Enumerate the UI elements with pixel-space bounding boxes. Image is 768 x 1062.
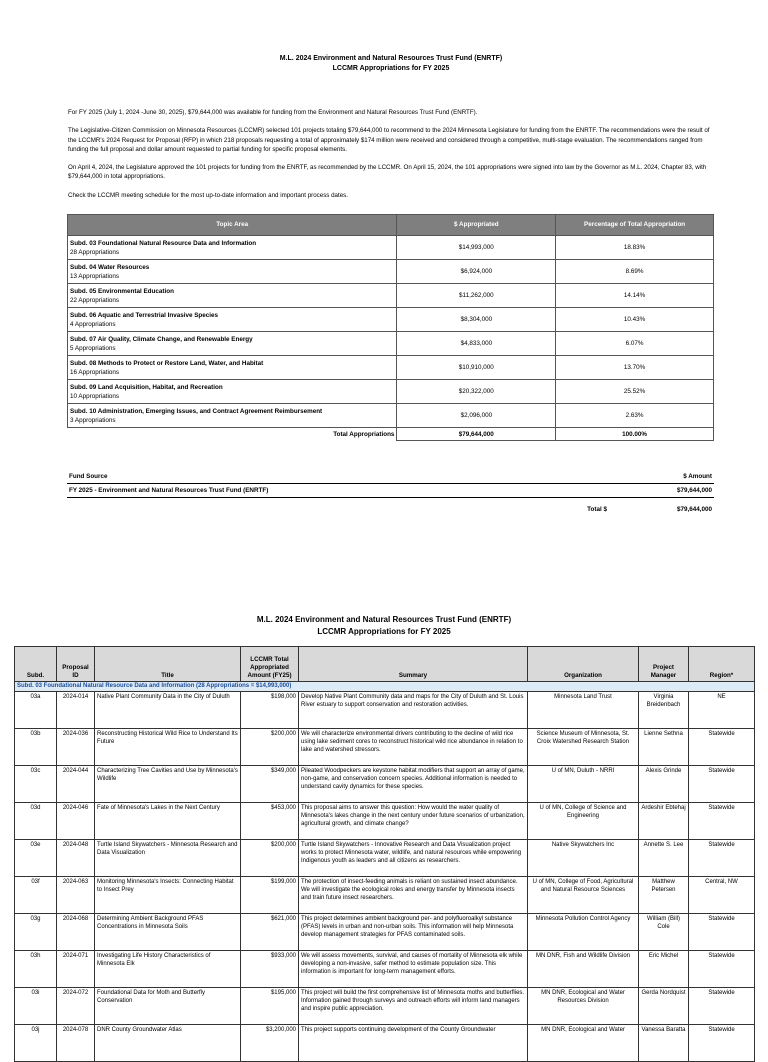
region-cell: Statewide	[689, 988, 755, 1025]
amount-cell: $200,000	[241, 729, 299, 766]
topic-row	[68, 284, 714, 308]
amount-header: LCCMR Total Appropriated Amount (FY25)	[241, 647, 299, 682]
table-row	[15, 729, 755, 766]
summary-header: Summary	[299, 647, 528, 682]
topic-cell	[68, 332, 397, 356]
topic-name: Subd. 10 Administration, Emerging Issues, and Contract Agreement Reimbursement	[70, 407, 323, 415]
topic-count: 13 Appropriations	[70, 272, 120, 280]
topic-count: 10 Appropriations	[70, 392, 120, 400]
amount-cell: $933,000	[241, 951, 299, 988]
intro-paragraph-1: For FY 2025 (July 1, 2024 -June 30, 2025), $79,644,000 was available for funding from the Environment and Natural Resources Trust Fund (ENRTF).	[68, 109, 478, 116]
manager-cell: Vanessa Baratta	[639, 1025, 689, 1062]
topic-percentage: 8.69%	[556, 260, 714, 284]
topic-name: Subd. 08 Methods to Protect or Restore Land, Water, and Habitat	[70, 359, 264, 367]
topic-cell	[68, 380, 397, 404]
table-row	[15, 766, 755, 803]
topic-count: 3 Appropriations	[70, 416, 116, 424]
fund-amount-header: $ Amount	[683, 473, 712, 480]
topic-percentage: 6.07%	[556, 332, 714, 356]
organization-cell: Science Museum of Minnesota, St. Croix Watershed Research Station	[528, 729, 639, 766]
amount-cell: $3,200,000	[241, 1025, 299, 1062]
fund-source-section	[67, 470, 714, 516]
subd-header: Subd.	[15, 647, 57, 682]
table-row	[15, 951, 755, 988]
subd-cell: 03i	[15, 988, 57, 1025]
detail-title-line1: M.L. 2024 Environment and Natural Resources Trust Fund (ENRTF)	[256, 615, 512, 624]
topic-row	[68, 260, 714, 284]
intro-paragraph-3: On April 4, 2024, the Legislature approved the 101 projects for funding from the ENRTF, as recommended by the LCCMR. On April 15, 2024, the 101 appropriations were signed into law by the Governor as M.L. 2024, Chapter 83, with $79,644,000 in total appropriations.	[68, 164, 707, 181]
title-cell: Fate of Minnesota's Lakes in the Next Century	[95, 803, 241, 840]
topic-count: 16 Appropriations	[70, 368, 120, 376]
proposal-id-cell: 2024-048	[57, 840, 95, 877]
page-title-line2: LCCMR Appropriations for FY 2025	[332, 65, 450, 72]
topic-name: Subd. 09 Land Acquisition, Habitat, and Recreation	[70, 383, 223, 391]
topic-total-row	[68, 428, 714, 441]
title-cell: Reconstructing Historical Wild Rice to Understand Its Future	[95, 729, 241, 766]
organization-cell: U of MN, College of Food, Agricultural and Natural Resource Sciences	[528, 877, 639, 914]
manager-cell: Gerda Nordquist	[639, 988, 689, 1025]
topic-amount: $20,322,000	[397, 380, 556, 404]
organization-cell: Minnesota Land Trust	[528, 692, 639, 729]
proposal-id-cell: 2024-046	[57, 803, 95, 840]
percentage-header: Percentage of Total Appropriation	[556, 215, 714, 236]
title-cell: Determining Ambient Background PFAS Concentrations in Minnesota Soils	[95, 914, 241, 951]
manager-header: Project Manager	[639, 647, 689, 682]
topic-name: Subd. 05 Environmental Education	[70, 287, 174, 295]
summary-cell: Develop Native Plant Community data and maps for the City of Duluth and St. Louis River estuary to support conservation and restoration activities.	[299, 692, 528, 729]
manager-cell: Lienne Sethna	[639, 729, 689, 766]
title-cell: Monitoring Minnesota's Insects: Connecting Habitat to Insect Prey	[95, 877, 241, 914]
region-cell: Statewide	[689, 803, 755, 840]
amount-cell: $198,000	[241, 692, 299, 729]
subd-cell: 03d	[15, 803, 57, 840]
topic-cell	[68, 308, 397, 332]
topic-percentage: 25.52%	[556, 380, 714, 404]
manager-cell: Alexis Grinde	[639, 766, 689, 803]
topic-count: 4 Appropriations	[70, 320, 116, 328]
proposal-id-cell: 2024-068	[57, 914, 95, 951]
topic-percentage: 10.43%	[556, 308, 714, 332]
summary-section	[68, 54, 714, 200]
total-label: Total Appropriations	[68, 428, 397, 441]
title-cell: Investigating Life History Characteristics of Minnesota Elk	[95, 951, 241, 988]
topic-count: 22 Appropriations	[70, 296, 120, 304]
subd-cell: 03j	[15, 1025, 57, 1062]
topic-name: Subd. 03 Foundational Natural Resource Data and Information	[70, 239, 257, 247]
table-row	[15, 803, 755, 840]
summary-cell: Turtle Island Skywatchers - Innovative Research and Data Visualization project works to protect Minnesota water, wildlife, and natural resources while empowering Indigenous youth as leaders and all citizens as researchers.	[299, 840, 528, 877]
manager-cell: Annette S. Lee	[639, 840, 689, 877]
region-cell: Statewide	[689, 766, 755, 803]
region-cell: Central, NW	[689, 877, 755, 914]
fund-header-row	[67, 470, 714, 484]
summary-cell: This proposal aims to answer this question: How would the water quality of Minnesota's lakes change in the next century under future scenarios of urbanization, agricultural growth, and climate change?	[299, 803, 528, 840]
manager-cell: Eric Michel	[639, 951, 689, 988]
summary-cell: Pileated Woodpeckers are keystone habitat modifiers that support an array of game, non-game, and conservation concern species. Additional information is needed to understand cavity dynamics for these species.	[299, 766, 528, 803]
region-cell: Statewide	[689, 729, 755, 766]
detail-section-title	[14, 614, 754, 638]
proposal-id-cell: 2024-014	[57, 692, 95, 729]
proposal-id-cell: 2024-072	[57, 988, 95, 1025]
topic-table-header	[68, 215, 714, 236]
topic-percentage: 14.14%	[556, 284, 714, 308]
topic-cell	[68, 260, 397, 284]
organization-cell: MN DNR, Ecological and Water	[528, 1025, 639, 1062]
group-label: Subd. 03 Foundational Natural Resource Data and Information (28 Appropriations = $14,993,000)	[15, 682, 755, 692]
organization-cell: Minnesota Pollution Control Agency	[528, 914, 639, 951]
table-row	[15, 840, 755, 877]
summary-cell: This project will build the first comprehensive list of Minnesota moths and butterflies. Information gained through surveys and outreach efforts will inform land managers and inspire public appreciation.	[299, 988, 528, 1025]
detail-header-row	[15, 647, 755, 682]
topic-percentage: 18.83%	[556, 236, 714, 260]
subd-cell: 03f	[15, 877, 57, 914]
topic-row	[68, 380, 714, 404]
organization-cell: U of MN, College of Science and Engineering	[528, 803, 639, 840]
table-row	[15, 692, 755, 729]
organization-cell: U of MN, Duluth - NRRI	[528, 766, 639, 803]
topic-name: Subd. 04 Water Resources	[70, 263, 150, 271]
table-row	[15, 988, 755, 1025]
topic-amount: $11,262,000	[397, 284, 556, 308]
group-row	[15, 682, 755, 692]
topic-amount: $14,993,000	[397, 236, 556, 260]
fund-total-amount: $79,644,000	[676, 506, 712, 513]
region-cell: Statewide	[689, 840, 755, 877]
amount-cell: $621,000	[241, 914, 299, 951]
intro-paragraph-2: The Legislative-Citizen Commission on Minnesota Resources (LCCMR) selected 101 projects totaling $79,644,000 to recommend to the 2024 Minnesota Legislature for funding from the ENRTF. The recommendations were the result of the LCCMR's 2024 Request for Proposal (RFP) in which 218 proposals requesting a total of approximately $174 million were received and considered through a competitive, multi-stage evaluation. The recommendations ranged from funding the full proposal and dollar amount requested to partial funding for specific proposal elements.	[68, 127, 710, 153]
appropriations-detail-table	[14, 646, 755, 1062]
topic-header: Topic Area	[68, 215, 397, 236]
amount-cell: $453,000	[241, 803, 299, 840]
page-title-line1: M.L. 2024 Environment and Natural Resources Trust Fund (ENRTF)	[279, 55, 503, 62]
topic-percentage: 13.70%	[556, 356, 714, 380]
topic-row	[68, 308, 714, 332]
topic-row	[68, 404, 714, 428]
region-cell: Statewide	[689, 951, 755, 988]
amount-cell: $349,000	[241, 766, 299, 803]
manager-cell: Matthew Petersen	[639, 877, 689, 914]
proposal-id-cell: 2024-044	[57, 766, 95, 803]
title-cell: Characterizing Tree Cavities and Use by Minnesota's Wildlife	[95, 766, 241, 803]
topic-amount: $10,910,000	[397, 356, 556, 380]
topic-name: Subd. 06 Aquatic and Terrestrial Invasive Species	[70, 311, 219, 319]
topic-count: 28 Appropriations	[70, 248, 120, 256]
subd-cell: 03a	[15, 692, 57, 729]
topic-row	[68, 236, 714, 260]
topic-count: 5 Appropriations	[70, 344, 116, 352]
detail-title-line2: LCCMR Appropriations for FY 2025	[317, 627, 451, 636]
total-amount: $79,644,000	[397, 428, 556, 441]
region-cell: Statewide	[689, 914, 755, 951]
topic-area-table	[67, 214, 714, 441]
amount-cell: $200,000	[241, 840, 299, 877]
proposal-id-cell: 2024-078	[57, 1025, 95, 1062]
topic-amount: $6,924,000	[397, 260, 556, 284]
topic-row	[68, 332, 714, 356]
fund-source-name: FY 2025 - Environment and Natural Resources Trust Fund (ENRTF)	[69, 487, 269, 494]
amount-cell: $195,000	[241, 988, 299, 1025]
topic-row	[68, 356, 714, 380]
organization-cell: Native Skywatchers Inc	[528, 840, 639, 877]
region-cell: NE	[689, 692, 755, 729]
manager-cell: William (Bill) Cole	[639, 914, 689, 951]
fund-source-row	[67, 484, 714, 498]
fund-source-amount: $79,644,000	[676, 487, 712, 494]
intro-paragraph-4: Check the LCCMR meeting schedule for the most up-to-date information and important process dates.	[68, 191, 348, 199]
summary-cell: The protection of insect-feeding animals is reliant on sustained insect abundance. We will investigate the ecological roles and energy transfer by Minnesota insects and train future insect researchers.	[299, 877, 528, 914]
proposal-id-cell: 2024-036	[57, 729, 95, 766]
title-cell: Native Plant Community Data in the City of Duluth	[95, 692, 241, 729]
topic-cell	[68, 236, 397, 260]
proposal-id-header: Proposal ID	[57, 647, 95, 682]
title-cell: Turtle Island Skywatchers - Minnesota Research and Data Visualization	[95, 840, 241, 877]
subd-cell: 03g	[15, 914, 57, 951]
title-cell: DNR County Groundwater Atlas	[95, 1025, 241, 1062]
topic-cell	[68, 284, 397, 308]
topic-cell	[68, 404, 397, 428]
title-header: Title	[95, 647, 241, 682]
amount-cell: $199,000	[241, 877, 299, 914]
topic-percentage: 2.63%	[556, 404, 714, 428]
region-header: Region*	[689, 647, 755, 682]
topic-name: Subd. 07 Air Quality, Climate Change, and Renewable Energy	[70, 335, 253, 343]
appropriated-header: $ Appropriated	[397, 215, 556, 236]
title-cell: Foundational Data for Moth and Butterfly Conservation	[95, 988, 241, 1025]
fund-source-header: Fund Source	[69, 473, 108, 480]
topic-amount: $4,833,000	[397, 332, 556, 356]
proposal-id-cell: 2024-063	[57, 877, 95, 914]
organization-cell: MN DNR, Fish and Wildlife Division	[528, 951, 639, 988]
organization-header: Organization	[528, 647, 639, 682]
subd-cell: 03h	[15, 951, 57, 988]
region-cell: Statewide	[689, 1025, 755, 1062]
subd-cell: 03e	[15, 840, 57, 877]
subd-cell: 03b	[15, 729, 57, 766]
proposal-id-cell: 2024-071	[57, 951, 95, 988]
summary-cell: This project supports continuing development of the County Groundwater	[299, 1025, 528, 1062]
organization-cell: MN DNR, Ecological and Water Resources Division	[528, 988, 639, 1025]
table-row	[15, 1025, 755, 1062]
summary-cell: We will characterize environmental drivers contributing to the decline of wild rice using lake sediment cores to reconstruct historical wild rice abundance in relation to lake and watershed stressors.	[299, 729, 528, 766]
fund-total-label: Total $	[587, 506, 607, 513]
table-row	[15, 877, 755, 914]
subd-cell: 03c	[15, 766, 57, 803]
total-percentage: 100.00%	[556, 428, 714, 441]
summary-cell: We will assess movements, survival, and causes of mortality of Minnesota elk while developing a non-invasive, safer method to estimate population size. This information is important for long-term management efforts.	[299, 951, 528, 988]
topic-amount: $8,304,000	[397, 308, 556, 332]
topic-amount: $2,096,000	[397, 404, 556, 428]
manager-cell: Ardeshir Ebtehaj	[639, 803, 689, 840]
fund-total-row	[67, 503, 714, 516]
table-row	[15, 914, 755, 951]
manager-cell: Virginia Breidenbach	[639, 692, 689, 729]
summary-cell: This project determines ambient background per- and polyfluoroalkyl substance (PFAS) levels in urban and non-urban soils. This information will help Minnesota develop management strategies for PFAS contaminated soils.	[299, 914, 528, 951]
topic-cell	[68, 356, 397, 380]
